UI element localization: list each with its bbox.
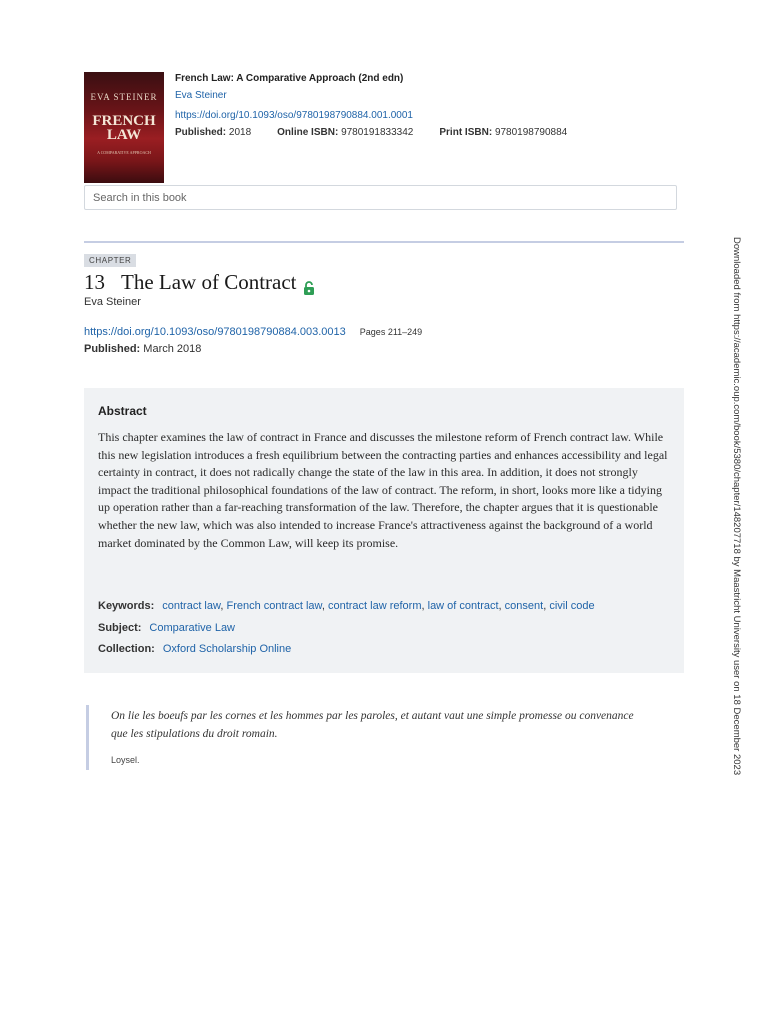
- chapter-published: [84, 343, 201, 355]
- chapter-author: Eva Steiner: [84, 296, 141, 308]
- print-isbn-value: 9780198790884: [494, 127, 568, 138]
- epigraph-text: On lie les boeufs par les cornes et les hommes par les paroles, et autant vaut une simple promesse ou convenance que les stipulations du droit romain.: [111, 710, 634, 740]
- cover-author: EVA STEINER: [90, 92, 158, 102]
- subject-link[interactable]: Comparative Law: [149, 622, 235, 634]
- open-access-lock-icon: [303, 276, 315, 290]
- book-published-label: Published:: [175, 127, 227, 138]
- cover-title-line2: LAW: [106, 127, 142, 143]
- keyword-link[interactable]: contract law: [162, 600, 221, 612]
- keywords-row: Keywords: contract law, French contract law, contract law reform, law of contract, consent, civil code: [98, 600, 595, 612]
- keywords-label: Keywords:: [98, 600, 155, 612]
- chapter-title-text: The Law of Contract: [121, 270, 297, 294]
- divider: [84, 241, 684, 243]
- collection-row: [98, 643, 291, 655]
- print-isbn-label: Print ISBN:: [439, 127, 493, 138]
- search-input[interactable]: [91, 186, 655, 209]
- chapter-title: [84, 270, 315, 295]
- cover-subtitle: A COMPARATIVE APPROACH: [97, 150, 151, 155]
- online-isbn-label: Online ISBN:: [277, 127, 339, 138]
- chapter-number: 13: [84, 270, 105, 294]
- collection-link[interactable]: Oxford Scholarship Online: [162, 643, 292, 655]
- book-online-isbn: [277, 127, 413, 138]
- chapter-doi-link[interactable]: https://doi.org/10.1093/oso/9780198790884.003.0013: [84, 326, 346, 338]
- keyword-link[interactable]: contract law reform: [327, 600, 422, 612]
- online-isbn-value: 9780191833342: [341, 127, 414, 138]
- search-box[interactable]: [84, 185, 677, 210]
- book-author-link[interactable]: Eva Steiner: [175, 90, 227, 101]
- download-note: Downloaded from https://academic.oup.com/book/5380/chapter/148207718 by Maastricht University user on 18 December 2023: [731, 237, 742, 776]
- keyword-link[interactable]: French contract law: [226, 600, 322, 612]
- book-publication-info: [175, 127, 593, 138]
- keyword-link[interactable]: law of contract: [427, 600, 499, 612]
- abstract-panel: [84, 388, 684, 673]
- chapter-doi-row: [84, 326, 422, 338]
- keyword-link[interactable]: civil code: [549, 600, 595, 612]
- epigraph-bar: [86, 705, 89, 770]
- subject-row: [98, 622, 235, 634]
- book-published: [175, 127, 251, 138]
- chapter-published-label: Published:: [84, 343, 141, 355]
- subject-label: Subject:: [98, 622, 142, 634]
- chapter-badge: CHAPTER: [84, 254, 136, 267]
- chapter-pages: Pages 211–249: [359, 327, 423, 337]
- book-published-value: 2018: [228, 127, 252, 138]
- book-print-isbn: [439, 127, 567, 138]
- book-cover[interactable]: [84, 72, 164, 183]
- book-meta: [175, 73, 593, 138]
- book-doi-link[interactable]: https://doi.org/10.1093/oso/9780198790884.001.0001: [175, 110, 413, 121]
- keyword-link[interactable]: consent: [504, 600, 544, 612]
- collection-label: Collection:: [98, 643, 155, 655]
- abstract-heading: Abstract: [98, 404, 147, 418]
- cover-title-line1: FRENCH: [92, 113, 156, 129]
- chapter-published-value: March 2018: [143, 343, 202, 355]
- epigraph-attribution: Loysel.: [111, 755, 140, 765]
- abstract-text: This chapter examines the law of contract in France and discusses the milestone reform of French contract law. While this new legislation introduces a fresh equilibrium between the contracting parties and enhances accessibility and legal certainty in contract, it does not radically change the state of the law in this area. In addition, it does not strongly impact the traditional philosophical foundations of the law of contract. The reform, in short, looks more like a tidying up operation rather than a far-reaching transformation of the law. Therefore, the chapter argues that it is questionable whether the new law, which was also intended to increase France's attractiveness against the background of a world market dominated by the Common Law, will keep its promise.: [98, 430, 668, 550]
- book-title[interactable]: French Law: A Comparative Approach (2nd edn): [175, 73, 404, 84]
- cover-title: [84, 114, 164, 142]
